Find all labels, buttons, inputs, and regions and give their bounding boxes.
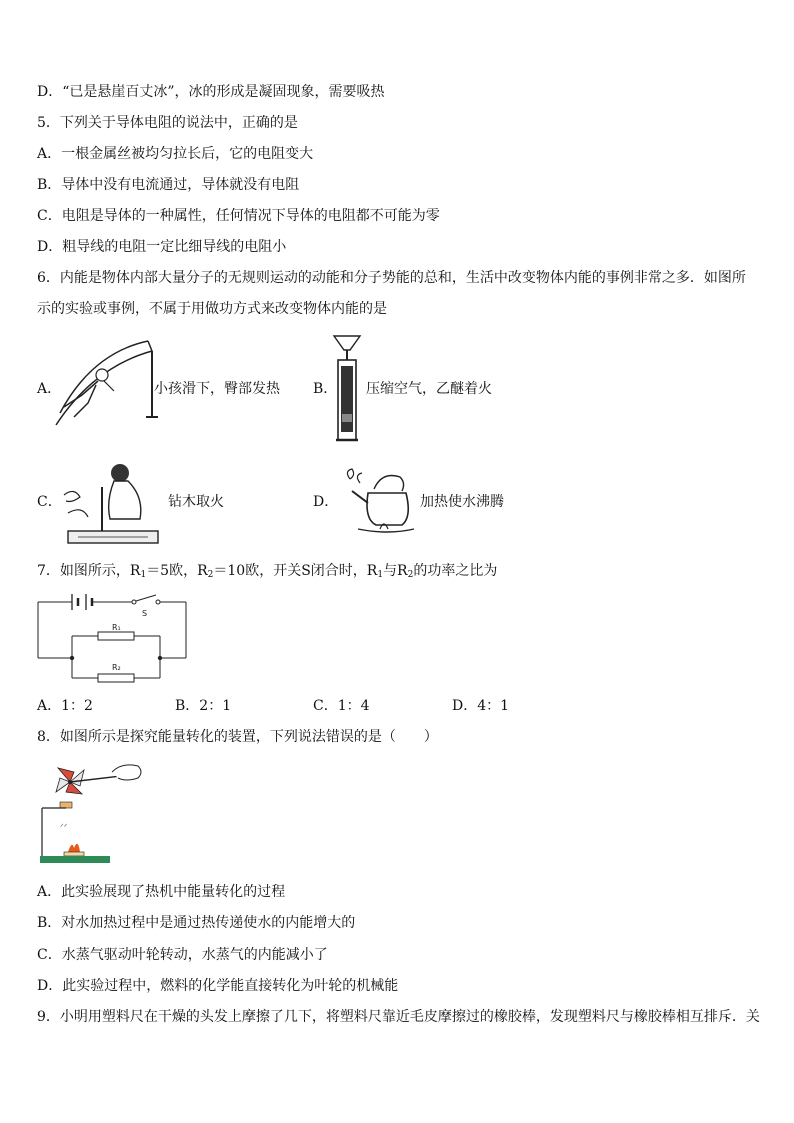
q6-c-caption: 钻木取火 [168, 494, 224, 510]
q5-option-a: A．一根金属丝被均匀拉长后，它的电阻变大 [37, 146, 314, 162]
q6-d-caption: 加热使水沸腾 [420, 494, 504, 510]
q7-option-b: B．2：1 [175, 698, 232, 714]
q7-option-c: C．1：4 [313, 698, 370, 714]
q6-stem: 6．内能是物体内部大量分子的无规则运动的动能和分子势能的总和，生活中改变物体内能的事例非常之多．如图所示的实验或事例，不属于用做功方式来改变物体内能的是 [37, 270, 746, 317]
q6-a-caption: 小孩滑下，臀部发热 [154, 381, 280, 397]
r1-label: R₁ [112, 623, 121, 632]
energy-conversion-apparatus [38, 758, 148, 864]
q6-d-letter: D． [313, 494, 339, 510]
q4-option-d: D．“已是悬崖百丈冰”，冰的形成是凝固现象，需要吸热 [37, 84, 385, 100]
switch-label: S [142, 609, 148, 618]
svg-text:ᐟᐟ: ᐟᐟ [60, 823, 68, 833]
compression-tube-figure [330, 332, 364, 446]
q9-stem: 9．小明用塑料尺在干燥的头发上摩擦了几下，将塑料尺靠近毛皮摩擦过的橡胶棒，发现塑料尺与橡胶棒相互排斥．关 [37, 1009, 760, 1025]
q5-stem: 5．下列关于导体电阻的说法中，正确的是 [37, 115, 298, 131]
q8-stem: 8．如图所示是探究能量转化的装置，下列说法错误的是（ ） [37, 729, 438, 745]
q7-option-a: A．1：2 [37, 698, 93, 714]
q5-option-c: C．电阻是导体的一种属性，任何情况下导体的电阻都不可能为零 [37, 208, 440, 224]
circuit-diagram [36, 590, 188, 662]
q6-c-letter: C． [37, 494, 62, 510]
r2-label: R₂ [112, 663, 121, 672]
q8-option-b: B．对水加热过程中是通过热传递使水的内能增大的 [37, 915, 356, 931]
q7-stem: 7．如图所示，$R_1=5$欧，$R_2=10$欧，开关S闭合时，$R_1$与$R_2$的功率之比为 [37, 563, 498, 580]
q6-a-letter: A． [37, 381, 62, 397]
q7-option-d: D．4：1 [452, 698, 510, 714]
q8-option-c: C．水蒸气驱动叶轮转动，水蒸气的内能减小了 [37, 947, 328, 963]
slide-figure [52, 333, 160, 441]
q5-option-b: B．导体中没有电流通过，导体就没有电阻 [37, 177, 300, 193]
circuit-diagram-lower [36, 654, 188, 686]
q8-option-d: D．此实验过程中，燃料的化学能直接转化为叶轮的机械能 [37, 978, 399, 994]
q6-b-caption: 压缩空气，乙醚着火 [366, 381, 492, 397]
q5-option-d: D．粗导线的电阻一定比细导线的电阻小 [37, 239, 287, 255]
q8-option-a: A．此实验展现了热机中能量转化的过程 [37, 884, 286, 900]
drill-wood-fire-figure [58, 457, 164, 549]
q6-b-letter: B． [313, 381, 338, 397]
kettle-figure [340, 467, 416, 541]
